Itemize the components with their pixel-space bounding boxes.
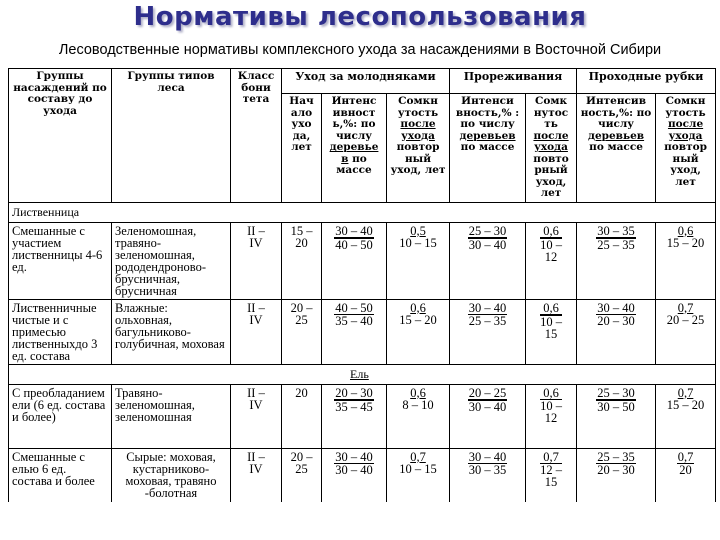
forest-type-cell: Влажные: ольховная, багульниково-голубичная, моховая	[112, 299, 231, 364]
pass-intensity-cell: $\frac{25 - 35}{20 - 30}$	[577, 448, 656, 502]
pass-density-cell: $\frac{0,7}{20 - 25}$	[656, 299, 716, 364]
bonitet-cell: II – IV	[231, 384, 282, 448]
thin-intensity-cell: $\frac{30 - 40}{30 - 35}$	[450, 448, 526, 502]
group-cell: С преобладанием ели (6 ед. состава и более)	[9, 384, 112, 448]
start-cell: 20 – 25	[282, 299, 322, 364]
group-cell: Смешанные с участием лиственницы 4-6 ед.	[9, 222, 112, 299]
section-title: Лиственница	[9, 202, 716, 222]
pass-intensity-cell: $\frac{30 - 40}{20 - 30}$	[577, 299, 656, 364]
table-row	[9, 384, 716, 448]
pass-density-cell: $\frac{0,7}{15 - 20}$	[656, 384, 716, 448]
thin-density-cell: 0,7 12 – 15	[526, 448, 577, 502]
header-young-start: Нач ало ухо да, лет	[282, 94, 322, 203]
group-cell: Смешанные с елью 6 ед. состава и более	[9, 448, 112, 502]
header-thin-density: Сомк нутос ть после ухода повто рный уход, лет	[526, 94, 577, 203]
header-pass-intensity: Интенсив ность,%: по числу деревьев по массе	[577, 94, 656, 203]
thin-intensity-cell: $\frac{20 - 25}{30 - 40}$	[450, 384, 526, 448]
norms-table	[8, 68, 716, 502]
header-passage-cut: Проходные рубки	[577, 69, 716, 94]
young-density-cell: $\frac{0,7}{10 - 15}$	[387, 448, 450, 502]
header-young-density: Сомкн утость после ухода повтор ный уход, лет	[387, 94, 450, 203]
bonitet-cell: II – IV	[231, 448, 282, 502]
thin-intensity-cell: $\frac{25 - 30}{30 - 40}$	[450, 222, 526, 299]
section-row-spruce	[9, 364, 716, 384]
start-cell: 20	[282, 384, 322, 448]
thin-density-cell: 0,6 10 – 15	[526, 299, 577, 364]
section-row-larch	[9, 202, 716, 222]
thin-intensity-cell: $\frac{30 - 40}{25 - 35}$	[450, 299, 526, 364]
header-groups: Группы насаждений по составу до ухода	[9, 69, 112, 203]
pass-intensity-cell: $\frac{25 - 30}{30 - 50}$	[577, 384, 656, 448]
page-title: Нормативы лесопользования	[133, 2, 587, 32]
header-thinning: Прореживания	[450, 69, 577, 94]
section-title: Ель	[9, 364, 716, 384]
young-density-cell: $\frac{0,6}{15 - 20}$	[387, 299, 450, 364]
forest-type-cell: Сырые: моховая, кустарниково-моховая, травяно -болотная	[112, 448, 231, 502]
pass-density-cell: $\frac{0,7}{20}$	[656, 448, 716, 502]
thin-density-cell: 0,6 10 – 12	[526, 222, 577, 299]
header-thin-intensity: Интенси вность,% : по числу деревьев по массе	[450, 94, 526, 203]
start-cell: 15 – 20	[282, 222, 322, 299]
young-density-cell: $\frac{0,6}{8 - 10}$	[387, 384, 450, 448]
table-row	[9, 299, 716, 364]
forest-type-cell: Травяно-зеленомошная, зеленомошная	[112, 384, 231, 448]
header-young-care: Уход за молодняками	[282, 69, 450, 94]
young-intensity-cell: $\frac{30 - 40}{40 - 50}$	[322, 222, 387, 299]
group-cell: Лиственничные чистые и с примесью лиственныхдо 3 ед. состава	[9, 299, 112, 364]
young-intensity-cell: $\frac{20 - 30}{35 - 45}$	[322, 384, 387, 448]
pass-intensity-cell: $\frac{30 - 35}{25 - 35}$	[577, 222, 656, 299]
forest-type-cell: Зеленомошная, травяно-зеленомошная, рододендроново-брусничная, брусничная	[112, 222, 231, 299]
pass-density-cell: $\frac{0,6}{15 - 20}$	[656, 222, 716, 299]
bonitet-cell: II – IV	[231, 299, 282, 364]
thin-density-cell: 0,6 10 – 12	[526, 384, 577, 448]
young-density-cell: $\frac{0,5}{10 - 15}$	[387, 222, 450, 299]
start-cell: 20 – 25	[282, 448, 322, 502]
table-row	[9, 222, 716, 299]
young-intensity-cell: $\frac{30 - 40}{30 - 40}$	[322, 448, 387, 502]
header-row-1	[9, 69, 716, 94]
header-pass-density: Сомкн утость после ухода повтор ный уход, лет	[656, 94, 716, 203]
page-subtitle: Лесоводственные нормативы комплексного ухода за насаждениями в Восточной Сибири	[58, 42, 662, 58]
header-young-intensity: Интенс ивност ь,%: по числу деревье в по массе	[322, 94, 387, 203]
young-intensity-cell: $\frac{40 - 50}{35 - 40}$	[322, 299, 387, 364]
table-row	[9, 448, 716, 502]
header-bonitet: Класс бони тета	[231, 69, 282, 203]
bonitet-cell: II – IV	[231, 222, 282, 299]
header-forest-types: Группы типов леса	[112, 69, 231, 203]
